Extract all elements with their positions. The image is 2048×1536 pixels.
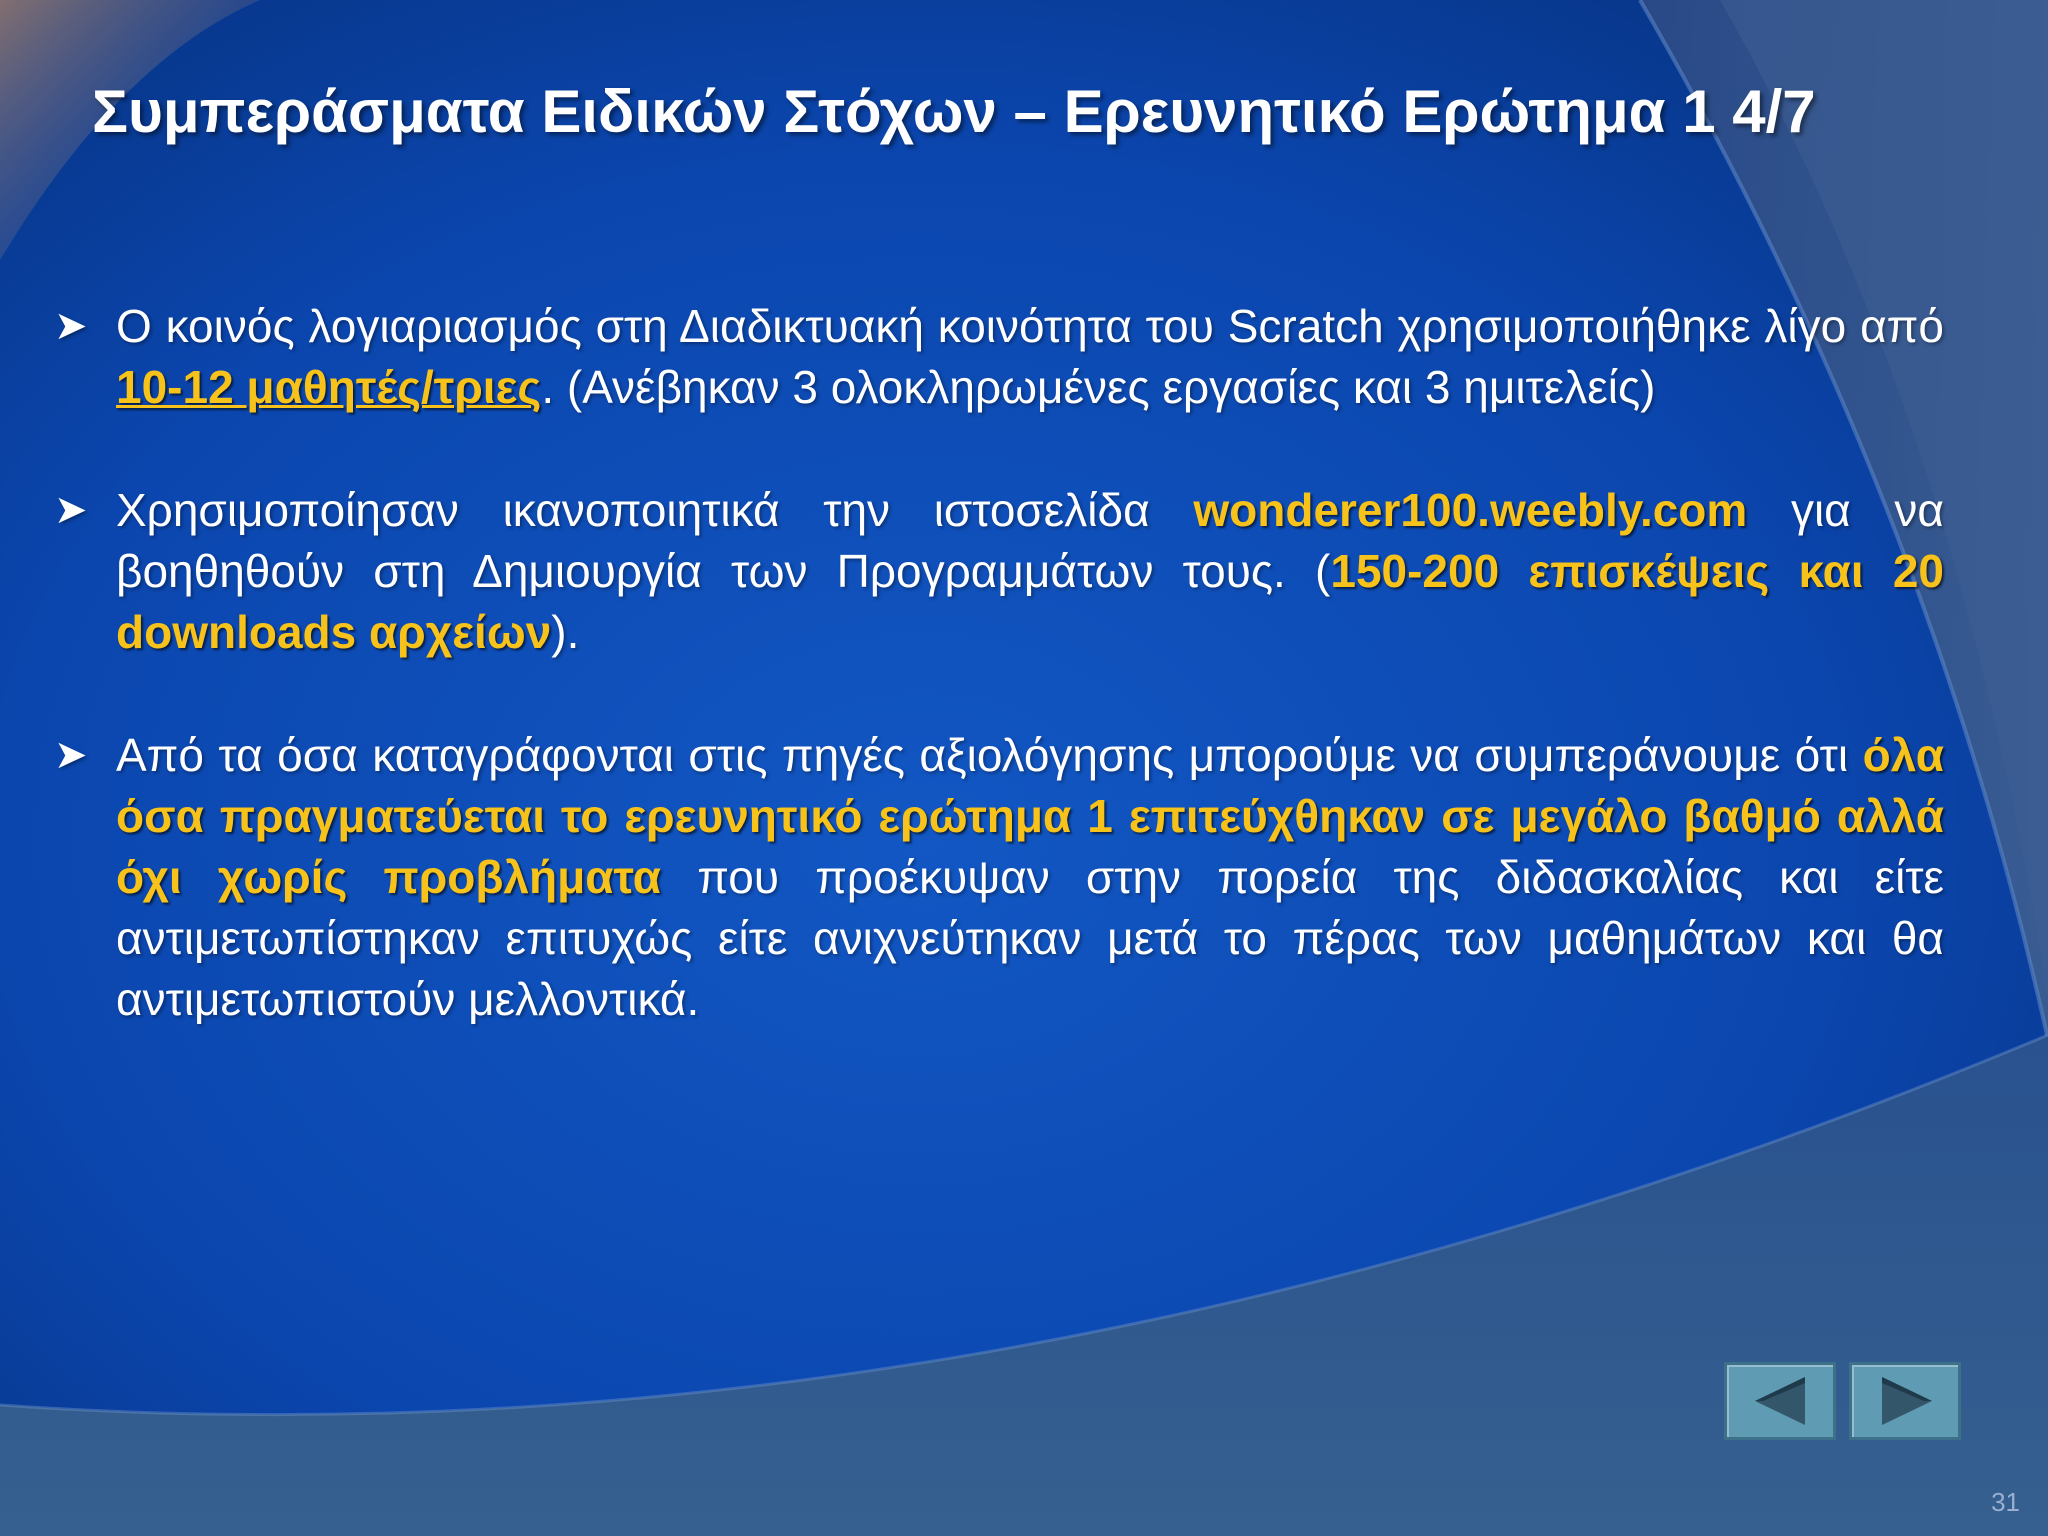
bullet-item bbox=[54, 480, 1944, 663]
bullet-text: ). bbox=[551, 606, 580, 658]
triangle-right-icon bbox=[1852, 1365, 1958, 1437]
next-slide-button[interactable] bbox=[1849, 1362, 1961, 1440]
bullet-item bbox=[54, 296, 1944, 418]
arrow-bullet-icon: ➤ bbox=[54, 488, 88, 532]
arrow-bullet-icon: ➤ bbox=[54, 304, 88, 348]
bullet-item bbox=[54, 725, 1944, 1030]
triangle-left-icon bbox=[1727, 1365, 1833, 1437]
bullet-list bbox=[54, 296, 1944, 1092]
bullet-highlight: 150-200 επισκέψεις και 20 downloads αρχείων bbox=[116, 545, 1944, 658]
bullet-text: Ο κοινός λογιαριασμός στη Διαδικτυακή κοινότητα του Scratch χρησιμοποιήθηκε λίγο από bbox=[116, 300, 1944, 352]
arrow-bullet-icon: ➤ bbox=[54, 733, 88, 777]
bullet-highlight: 10-12 μαθητές/τριες bbox=[116, 361, 542, 413]
website-link[interactable]: wonderer100.weebly.com bbox=[1193, 484, 1748, 536]
previous-slide-button[interactable] bbox=[1724, 1362, 1836, 1440]
slide-title: Συμπεράσματα Ειδικών Στόχων – Ερευνητικό Ερώτημα 1 4/7 bbox=[92, 78, 1816, 145]
bullet-text: Χρησιμοποίησαν ικανοποιητικά την ιστοσελίδα bbox=[116, 484, 1194, 536]
bullet-text: που προέκυψαν στην πορεία της διδασκαλίας και είτε αντιμετωπίστηκαν επιτυχώς είτε ανιχνεύτηκαν μετά το πέρας των μαθημάτων και θα αντιμετωπιστούν μελλοντικά. bbox=[116, 851, 1944, 1025]
bullet-text: Από τα όσα καταγράφονται στις πηγές αξιολόγησης μπορούμε να συμπεράνουμε ότι bbox=[116, 729, 1863, 781]
bullet-text: για να βοηθηθούν στη Δημιουργία των Προγραμμάτων τους. ( bbox=[116, 484, 1945, 597]
bullet-text: . (Ανέβηκαν 3 ολοκληρωμένες εργασίες και 3 ημιτελείς) bbox=[541, 361, 1656, 413]
page-number: 31 bbox=[1991, 1487, 2020, 1517]
bullet-highlight: όλα όσα πραγματεύεται το ερευνητικό ερώτημα 1 επιτεύχθηκαν σε μεγάλο βαθμό αλλά όχι χωρίς προβλήματα bbox=[116, 729, 1944, 903]
